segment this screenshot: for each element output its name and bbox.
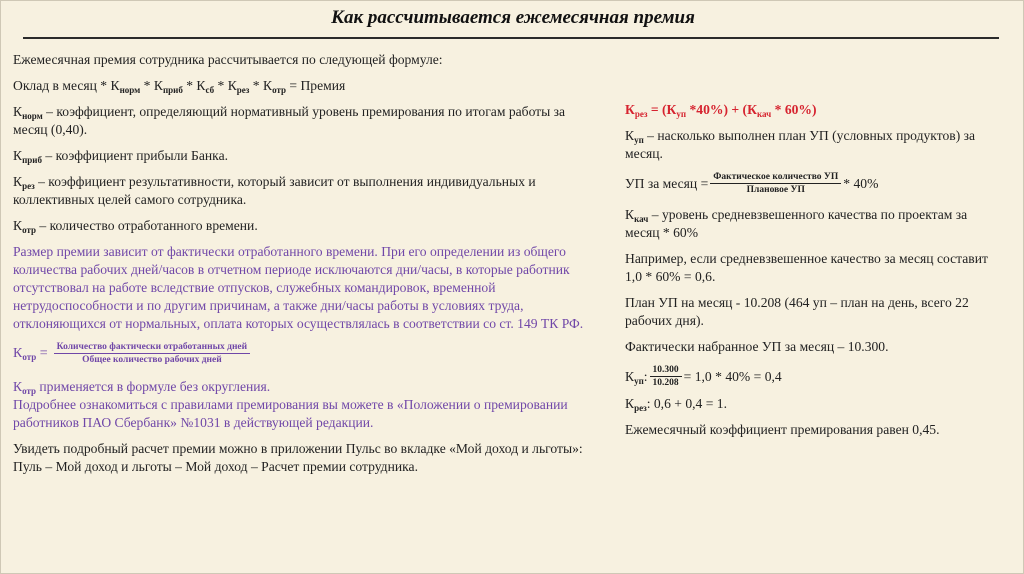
krez-calculation: $К_{рез}$: 0,6 + 0,4 = 1. <box>625 396 727 413</box>
regulation-note: Подробнее ознакомиться с правилами премирования вы можете в «Положении о премировании работников ПАО Сбербанк» №1031 в действующей редакции. <box>13 397 568 430</box>
page-title: Как рассчитывается ежемесячная премия <box>331 7 695 28</box>
fraction-denominator: Общее количество рабочих дней <box>82 355 222 365</box>
fraction-numerator: 10.300 <box>650 364 682 377</box>
fraction-numerator: Фактическое количество УП <box>710 171 841 184</box>
kup-fraction <box>650 364 682 389</box>
kotr-note: $К_{отр}$ применяется в формуле без округления. <box>13 379 271 396</box>
pulse-app-note: Увидеть подробный расчет премии можно в приложении Пульс во вкладке «Мой доход и льготы»: Пуль – Мой доход и льготы – Мой доход – Расчет премии сотрудника. <box>13 441 583 474</box>
kkach-definition: $К_{кач}$ – уровень средневзвешенного качества по проектам за месяц * 60% <box>625 207 968 240</box>
kotr-formula: $К_{отр}$ = $\frac{\text{Количество фактически отработанных дней}}{\text{Общее количество рабочих дней}}$ <box>13 341 597 366</box>
knorm-definition: $К_{норм}$ – коэффициент, определяющий нормативный уровень премирования по итогам работы за месяц (0,40). <box>13 104 566 137</box>
krez-definition: $К_{рез}$ – коэффициент результативности, который зависит от выполнения индивидуальных и коллективных целей самого сотрудника. <box>13 174 536 207</box>
kprib-definition: $К_{приб}$ – коэффициент прибыли Банка. <box>13 148 228 165</box>
plan-text: План УП на месяц - 10.208 (464 уп – план на день, всего 22 рабочих дня). <box>625 295 969 328</box>
kup-definition: $К_{уп}$ – насколько выполнен план УП (условных продуктов) за месяц. <box>625 128 976 161</box>
right-column <box>625 101 1001 447</box>
up-fraction <box>710 171 841 196</box>
intro-text: Ежемесячная премия сотрудника рассчитывается по следующей формуле: <box>13 52 443 67</box>
premium-formula: Оклад в месяц * $К_{норм} * К_{приб} * К_{сб} * К_{рез} * К_{отр}$ = Премия <box>13 78 346 95</box>
premium-size-paragraph: Размер премии зависит от фактически отработанного времени. При его определении из общего количества рабочих дней/часов в отчетном периоде исключаются дни/часы, в которые работник отсутствовал на работе вследствие отпусков, служебных командировок, временной нетрудоспособности и по другим причинам, а также дни/часы работы в условиях труда, отклоняющихся от нормальных, оплата которых осуществлялась в соответствии со ст. 149 ТК РФ. <box>13 244 584 331</box>
fraction-denominator: Плановое УП <box>746 185 805 195</box>
left-column <box>13 51 597 484</box>
krez-formula: $К_{рез} = (К_{уп}$ $*40\%) + (К_{кач} * 60\%)$ <box>625 102 817 119</box>
kotr-fraction <box>54 341 250 366</box>
up-formula: УП за месяц = $\frac{\text{Фактическое количество УП}}{\text{Плановое УП}}$ * 40% <box>625 172 879 195</box>
kotr-definition: $К_{отр}$ – количество отработанного времени. <box>13 218 258 235</box>
fraction-numerator: Количество фактически отработанных дней <box>54 341 250 354</box>
fact-text: Фактически набранное УП за месяц – 10.300. <box>625 339 889 354</box>
title-divider <box>23 37 999 39</box>
kup-calculation: $К_{уп}$: $\frac{10.300}{10.208}$ = 1,0 * 40% = 0,4 <box>625 365 782 388</box>
result-text: Ежемесячный коэффициент премирования равен 0,45. <box>625 422 940 437</box>
fraction-denominator: 10.208 <box>652 378 679 388</box>
example-text: Например, если средневзвешенное качество за месяц составит 1,0 * 60% = 0,6. <box>625 251 988 284</box>
